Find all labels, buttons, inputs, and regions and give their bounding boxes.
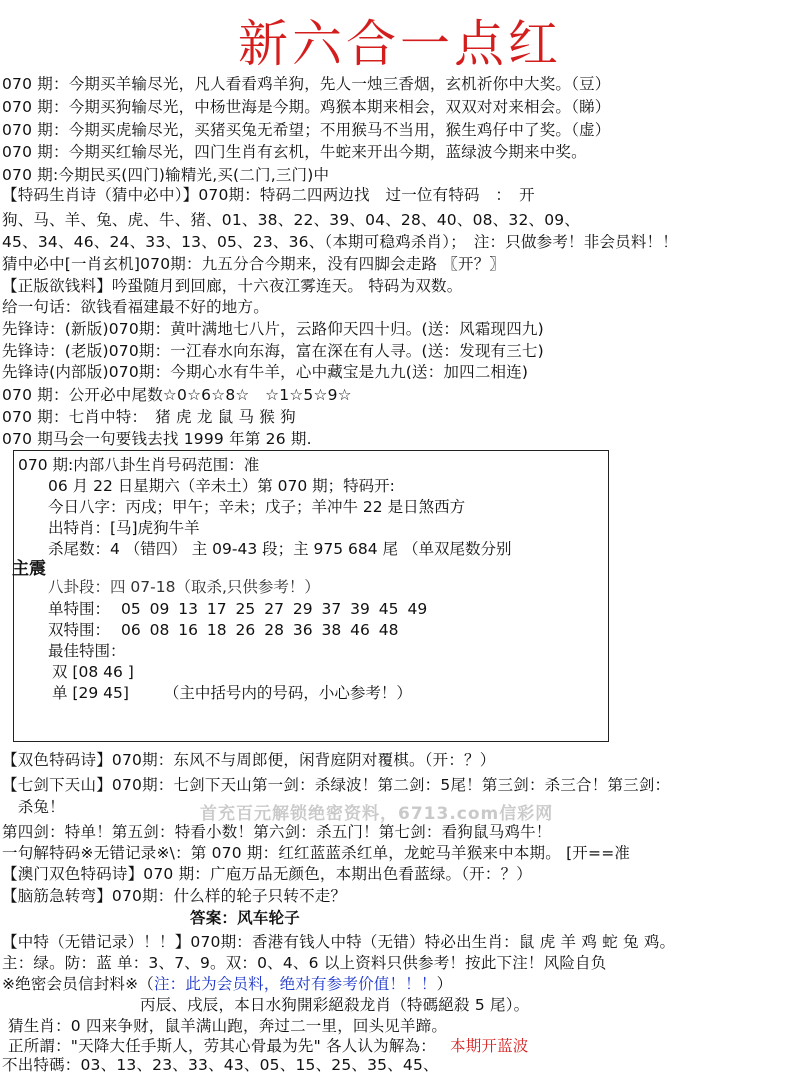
zhongte-line: 【中特（无错记录）！！】070期：香港有钱人中特（无错）特必出生肖：鼠 虎 羊 鸡 蛇 兔 鸡。 xyxy=(2,933,676,951)
shuang-numbers: 06 08 16 18 26 28 36 38 46 48 xyxy=(120,621,399,639)
text-line-top: 给一句话：欲钱看福建最不好的地方。 xyxy=(2,298,269,316)
text-line-top: 先锋诗：(新版)070期：黄叶满地七八片，云路仰天四十归。(送：风霜现四九) xyxy=(2,320,544,338)
text-line-top: 【特码生肖诗（猜中必中）】070期：特码二四两边找 过一位有特码 ： 开 xyxy=(2,186,535,204)
bingchen-line: 丙辰、戌辰，本日水狗開彩絕殺龙肖（特碼絕殺 5 尾）。 xyxy=(140,996,530,1014)
box-date: 06 月 22 日星期六（辛未土）第 070 期；特码开: xyxy=(48,477,395,495)
zhengsuo-prefix: 正所謂："天降大任手斯人，劳其心骨最为先" 各人认为解為： xyxy=(8,1037,436,1055)
text-line-top: 狗、马、羊、兔、虎、牛、猪、01、38、22、39、04、28、40、08、32、09、 xyxy=(2,211,581,229)
text-line-top: 45、34、46、24、33、13、05、23、36、（本期可稳鸡杀肖）； 注：只做参考！非会员料！！ xyxy=(2,233,678,251)
shuang-label: 双特围： xyxy=(48,621,111,639)
text-line-top: 070 期马会一句要钱去找 1999 年第 26 期. xyxy=(2,430,312,448)
text-line-bottom: 杀兔！ xyxy=(2,798,65,816)
text-line-bottom: 【七剑下天山】070期：七剑下天山第一剑：杀绿波！第二剑：5尾！第三剑：杀三合！第三剑： xyxy=(2,776,671,794)
member-highlight: 注：此为会员料，绝对有参考价值！！！ xyxy=(153,975,437,993)
best-note: （主中括号内的号码，小心参考！） xyxy=(163,684,412,702)
buchu-line: 不出特碼：03、13、23、33、43、05、15、25、35、45、 xyxy=(2,1056,439,1074)
text-line-top: 070 期：公开必中尾数☆0☆6☆8☆ ☆1☆5☆9☆ xyxy=(2,386,352,404)
zhengsuo-highlight: 本期开蓝波 xyxy=(450,1037,529,1055)
bagua-box xyxy=(13,450,609,742)
text-line-top: 070 期:今期民买(四门)输精光,买(二门,三门)中 xyxy=(2,166,330,184)
box-header: 070 期:内部八卦生肖号码范围：准 xyxy=(18,456,260,474)
text-line-top: 070 期：今期买红输尽光，四门生肖有玄机，牛蛇来开出今期，蓝绿波今期来中奖。 xyxy=(2,143,587,161)
shuang-row xyxy=(48,620,399,640)
riddle-answer: 答案：风车轮子 xyxy=(190,909,300,927)
text-line-top: 猜中必中[一肖玄机]070期：九五分合今期来，没有四脚会走路 〖开？〗 xyxy=(2,255,506,273)
text-line-top: 先锋诗(内部版)070期：今期心水有牛羊，心中藏宝是九九(送：加四二相连) xyxy=(2,363,529,381)
text-line-top: 070 期：今期买虎输尽光，买猪买兔无希望；不用猴马不当用，猴生鸡仔中了奖。（虚） xyxy=(2,121,611,139)
member-line xyxy=(2,974,452,994)
best-double: 双 [08 46 ] xyxy=(52,663,134,681)
text-line-top: 070 期：七肖中特： 猪 虎 龙 鼠 马 猴 狗 xyxy=(2,408,296,426)
member-prefix: ※绝密会员信封料※（ xyxy=(2,975,154,993)
member-suffix: ） xyxy=(436,975,453,993)
text-line-bottom: 【脑筋急转弯】070期：什么样的轮子只转不走？ xyxy=(2,887,347,905)
dan-label: 单特围： xyxy=(48,600,111,618)
text-line-bottom: 【澳门双色特码诗】070 期：广庖万品无颜色，本期出色看蓝绿。（开：？） xyxy=(2,865,532,883)
text-line-bottom: 【双色特码诗】070期：东风不与周郎便，闲背庭阴对覆棋。（开：？） xyxy=(2,751,496,769)
text-line-top: 先锋诗：(老版)070期：一江春水向东海，富在深在有人寻。(送：发现有三七) xyxy=(2,342,544,360)
best-label: 最佳特围： xyxy=(48,642,126,660)
box-chuxiao: 出特肖：[马]虎狗牛羊 xyxy=(48,519,200,537)
zhengsuo-line xyxy=(8,1036,529,1056)
box-shawei: 杀尾数：4 （错四） 主 09-43 段；主 975 684 尾 （单双尾数分别 xyxy=(48,540,512,558)
best-single: 单 [29 45] xyxy=(52,684,129,702)
box-bazi: 今日八字：丙戌；甲午；辛未；戊子；羊冲牛 22 是日煞西方 xyxy=(48,498,466,516)
box-overlap-text: 主震 xyxy=(12,559,46,579)
caisheng-line: 猜生肖：0 四来争财，鼠羊满山跑，奔过二一里，回头见羊蹄。 xyxy=(8,1017,448,1035)
page-title: 新六合一点红 xyxy=(238,15,562,73)
text-line-top: 【正版欲钱料】吟蛩随月到回廊，十六夜江雾连天。 特码为双数。 xyxy=(2,277,463,295)
zhu-line: 主：绿。防：蓝 单：3、7、9。双：0、4、6 以上资料只供参考！按此下注！风险自负 xyxy=(2,954,607,972)
text-line-top: 070 期：今期买狗输尽光，中杨世海是今期。鸡猴本期来相会，双双对对来相会。（睇） xyxy=(2,98,611,116)
dan-numbers: 05 09 13 17 25 27 29 37 39 45 49 xyxy=(120,600,428,618)
text-line-bottom: 第四剑：特单！第五剑：特看小数！第六剑：杀五门！第七剑：看狗鼠马鸡牛！ xyxy=(2,823,552,841)
text-line-bottom: 一句解特码※无错记录※\：第 070 期：红红蓝蓝杀红单，龙蛇马羊猴来中本期。 [开==准 xyxy=(2,844,631,862)
text-line-top: 070 期：今期买羊输尽光，凡人看看鸡羊狗，先人一烛三香烟，玄机祈你中大奖。（豆） xyxy=(2,75,611,93)
dan-row xyxy=(48,599,427,619)
watermark: 首充百元解锁绝密资料，6713.com信彩网 xyxy=(200,804,554,824)
best-single-row xyxy=(52,683,412,703)
box-bagua: 八卦段：四 07-18（取杀,只供参考！） xyxy=(48,578,320,596)
